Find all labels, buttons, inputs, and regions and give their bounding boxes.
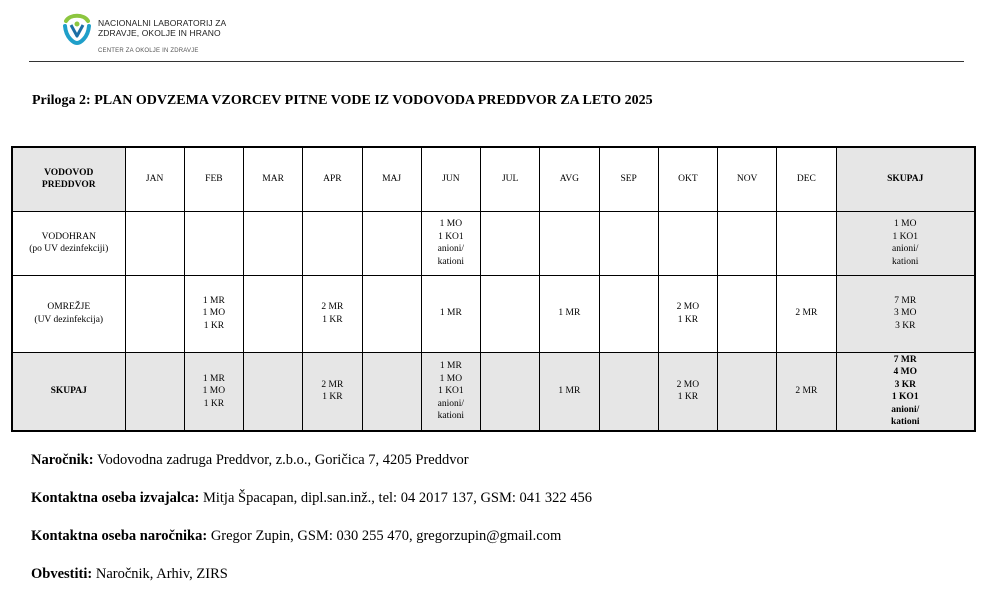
sampling-plan-table: [11, 146, 976, 432]
table-cell: [362, 211, 421, 275]
table-cell: [599, 352, 658, 431]
table-cell: [303, 211, 362, 275]
table-cell: 1 MR: [540, 275, 599, 352]
table-row: [12, 275, 975, 352]
table-row: [12, 211, 975, 275]
table-cell: [125, 211, 184, 275]
client-contact-value: Gregor Zupin, GSM: 030 255 470, gregorzupin@gmail.com: [207, 528, 562, 544]
table-cell: [125, 352, 184, 431]
client-line: [31, 452, 469, 469]
grand-total-cell: 7 MR 4 MO 3 KR 1 KO1 anioni/ kationi: [836, 352, 975, 431]
notify-line: [31, 566, 228, 583]
client-contact-label: Kontaktna oseba naročnika:: [31, 528, 208, 544]
table-cell: [599, 275, 658, 352]
client-contact-line: [31, 528, 561, 545]
table-cell: [599, 211, 658, 275]
row-label: VODOHRAN (po UV dezinfekciji): [12, 211, 125, 275]
table-cell: 1 MR: [421, 275, 480, 352]
org-name-line2: ZDRAVJE, OKOLJE IN HRANO: [98, 28, 221, 38]
table-cell: 2 MR 1 KR: [303, 352, 362, 431]
month-header: OKT: [658, 147, 717, 211]
month-header: FEB: [184, 147, 243, 211]
letterhead: [60, 12, 360, 56]
table-cell: 2 MO 1 KR: [658, 275, 717, 352]
row-total-cell: 1 MO 1 KO1 anioni/ kationi: [836, 211, 975, 275]
month-header: JUN: [421, 147, 480, 211]
row-label: OMREŽJE (UV dezinfekcija): [12, 275, 125, 352]
table-cell: 2 MR: [777, 352, 836, 431]
table-cell: [244, 352, 303, 431]
month-header: AVG: [540, 147, 599, 211]
month-header: MAR: [244, 147, 303, 211]
table-cell: [125, 275, 184, 352]
contractor-contact-label: Kontaktna oseba izvajalca:: [31, 490, 200, 506]
table-cell: 1 MR 1 MO 1 KO1 anioni/ kationi: [421, 352, 480, 431]
contractor-contact-value: Mitja Špacapan, dipl.san.inž., tel: 04 2017 137, GSM: 041 322 456: [199, 490, 593, 506]
contractor-contact-line: [31, 490, 592, 507]
table-cell: [718, 275, 777, 352]
month-header: DEC: [777, 147, 836, 211]
table-cell: 1 MR: [540, 352, 599, 431]
table-cell: 2 MR 1 KR: [303, 275, 362, 352]
table-cell: 2 MR: [777, 275, 836, 352]
table-cell: [362, 275, 421, 352]
table-cell: [481, 275, 540, 352]
table-cell: [481, 352, 540, 431]
org-name-line1: NACIONALNI LABORATORIJ ZA: [98, 18, 227, 28]
total-header: SKUPAJ: [836, 147, 975, 211]
table-cell: [481, 211, 540, 275]
table-cell: [184, 211, 243, 275]
table-cell: 1 MO 1 KO1 anioni/ kationi: [421, 211, 480, 275]
table-cell: [244, 211, 303, 275]
header-divider: [29, 61, 964, 62]
org-center: CENTER ZA OKOLJE IN ZDRAVJE: [98, 48, 199, 54]
month-header: JAN: [125, 147, 184, 211]
month-header: MAJ: [362, 147, 421, 211]
table-cell: [658, 211, 717, 275]
table-header-row: [12, 147, 975, 211]
table-cell: [362, 352, 421, 431]
month-header: NOV: [718, 147, 777, 211]
month-header: JUL: [481, 147, 540, 211]
table-row-total: [12, 352, 975, 431]
notify-label: Obvestiti:: [31, 566, 93, 582]
row-label: SKUPAJ: [12, 352, 125, 431]
table-cell: [244, 275, 303, 352]
client-value: Vodovodna zadruga Preddvor, z.b.o., Goričica 7, 4205 Preddvor: [93, 452, 469, 468]
notify-value: Naročnik, Arhiv, ZIRS: [92, 566, 228, 582]
month-header: APR: [303, 147, 362, 211]
table-cell: [777, 211, 836, 275]
table-cell: 2 MO 1 KR: [658, 352, 717, 431]
table-cell: 1 MR 1 MO 1 KR: [184, 352, 243, 431]
table-cell: 1 MR 1 MO 1 KR: [184, 275, 243, 352]
nlzoh-logo-icon: [60, 12, 94, 46]
table-cell: [718, 211, 777, 275]
month-header: SEP: [599, 147, 658, 211]
row-total-cell: 7 MR 3 MO 3 KR: [836, 275, 975, 352]
corner-header: VODOVOD PREDDVOR: [12, 147, 125, 211]
table-cell: [718, 352, 777, 431]
document-title: Priloga 2: PLAN ODVZEMA VZORCEV PITNE VODE IZ VODOVODA PREDDVOR ZA LETO 2025: [32, 93, 653, 108]
table-cell: [540, 211, 599, 275]
client-label: Naročnik:: [31, 452, 94, 468]
